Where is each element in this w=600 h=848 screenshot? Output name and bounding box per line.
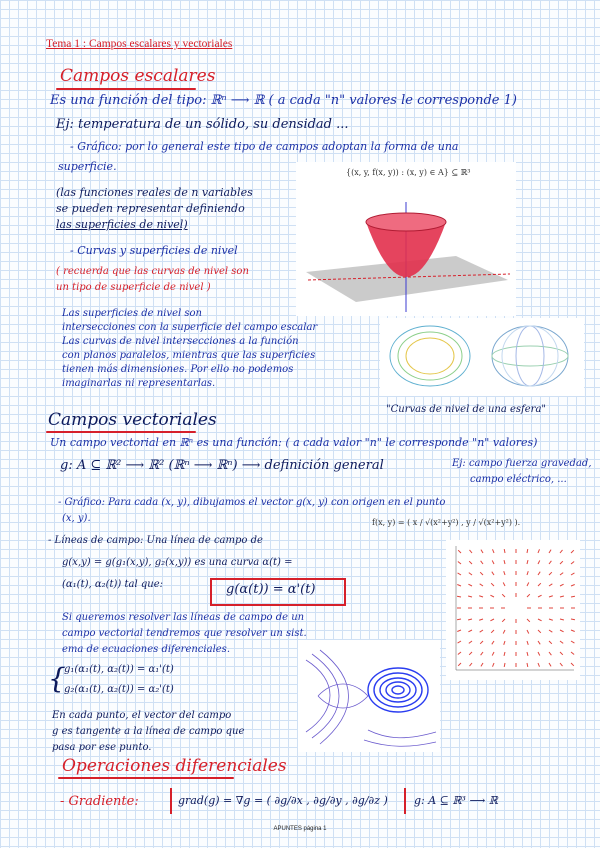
heading-underline [58, 777, 234, 779]
vector-arrow [571, 652, 574, 654]
vector-arrow [527, 630, 529, 634]
vector-arrow [480, 572, 483, 575]
heading-underline [46, 431, 196, 433]
vector-arrow [503, 582, 505, 586]
vector-arrow [481, 550, 483, 553]
vector-arrow [458, 652, 461, 654]
vector-arrow [560, 584, 564, 586]
field-lines-figure [298, 640, 440, 752]
vector-arrow [527, 560, 528, 564]
vector-arrow [469, 641, 472, 643]
vector-arrow [560, 550, 562, 553]
level-paragraph-2: intersecciones con la superficie del campo escalar [62, 322, 318, 333]
vector-arrow [560, 630, 564, 632]
field-lines-text-1: g(x,y) = g(g₁(x,y), g₂(x,y)) es una curva α(t) = [62, 557, 293, 568]
vector-arrow [479, 596, 483, 597]
vector-arrow [538, 630, 541, 633]
scalar-fields-heading: Campos escalares [60, 66, 216, 86]
vector-arrow [538, 549, 539, 553]
vector-arrow [504, 549, 505, 553]
vector-arrow [560, 561, 563, 564]
field-lines-text-2: (α₁(t), α₂(t)) tal que: [62, 579, 163, 590]
gradient-domain: g: A ⊆ ℝ³ ⟶ ℝ [414, 794, 498, 807]
field-lines-plot [298, 640, 440, 752]
vector-arrow [527, 582, 529, 586]
paraboloid-plot [296, 162, 516, 316]
gradient-formula: grad(g) = ∇g = ( ∂g/∂x , ∂g/∂y , ∂g/∂z ) [178, 794, 388, 807]
vector-arrow [493, 549, 494, 553]
system-equation-1: g₁(α₁(t), α₂(t)) = α₁'(t) [64, 664, 174, 675]
vector-arrow [549, 619, 553, 620]
radial-arrows [457, 549, 575, 667]
vector-example-1: Ej: campo fuerza gravedad, [452, 458, 592, 469]
vector-arrow [502, 619, 505, 622]
vector-arrow [571, 562, 574, 564]
vector-arrow [502, 594, 505, 597]
vector-arrow [571, 585, 575, 586]
vector-arrow [457, 596, 461, 597]
tangent-text-1: En cada punto, el vector del campo [52, 710, 232, 721]
tangent-text-3: pasa por ese punto. [52, 742, 152, 753]
vector-arrow [538, 619, 542, 621]
vector-arrow [571, 550, 574, 553]
system-text-1: Si queremos resolver las líneas de campo de un [62, 612, 305, 623]
level-paragraph-4: con planos paralelos, mientras que las superficies [62, 350, 316, 361]
vector-arrow [549, 641, 552, 644]
vector-arrow [560, 641, 563, 643]
vector-arrow [457, 619, 461, 620]
vector-arrow [469, 573, 472, 575]
vector-arrow [458, 663, 461, 666]
gradient-label: - Gradiente: [60, 794, 139, 809]
vector-arrow [538, 560, 540, 564]
scalar-graph-text: - Gráfico: por lo general este tipo de campos adoptan la forma de una [70, 140, 459, 153]
scalar-note-2: se pueden representar definiendo [56, 202, 245, 215]
vector-arrow [527, 619, 530, 622]
field-lines-title: - Líneas de campo: Una línea de campo de [48, 535, 263, 546]
vector-arrow [468, 630, 472, 632]
system-equation-2: g₂(α₁(t), α₂(t)) = α₂'(t) [64, 684, 174, 695]
vector-arrow [549, 561, 551, 564]
vector-arrow [549, 630, 552, 632]
vector-arrow [469, 561, 472, 564]
vector-field-formula: f(x, y) = ( x / √(x²+y²) , y / √(x²+y²) ). [372, 518, 521, 527]
vector-arrow [549, 663, 551, 666]
vector-fields-heading: Campos vectoriales [48, 410, 217, 430]
system-brace: { [48, 662, 66, 695]
level-paragraph-1: Las superficies de nivel son [62, 308, 202, 319]
scalar-note-1: (las funciones reales de n variables [56, 186, 253, 199]
vector-arrow [527, 549, 528, 553]
diff-ops-heading: Operaciones diferenciales [62, 756, 287, 776]
vector-arrow [493, 663, 494, 667]
vector-graph-text-2: (x, y). [62, 513, 91, 524]
vector-function: g: A ⊆ ℝ² ⟶ ℝ² (ℝⁿ ⟶ ℝⁿ) ⟶ definición general [60, 458, 384, 473]
paraboloid-formula: {(x, y, f(x, y)) : (x, y) ∈ A} ⊆ ℝ³ [346, 168, 471, 177]
level-remark-1: ( recuerda que las curvas de nivel son [56, 266, 249, 277]
vector-arrow [480, 641, 483, 644]
vector-arrow [538, 652, 540, 656]
vector-arrow [470, 550, 472, 553]
vector-arrow [571, 641, 574, 643]
vector-arrow [504, 571, 505, 575]
vector-arrow [538, 583, 541, 586]
vector-arrow [504, 652, 505, 656]
vector-arrow [527, 641, 528, 645]
level-paragraph-3: Las curvas de nivel intersecciones a la función [62, 336, 299, 347]
vector-field-plot [446, 540, 580, 680]
vector-arrow [504, 663, 505, 667]
vector-arrow [538, 641, 540, 644]
vector-arrow [470, 663, 472, 666]
vector-arrow [468, 584, 472, 586]
vector-arrow [549, 584, 552, 586]
field-line-condition: g(α(t)) = α'(t) [226, 582, 316, 597]
level-paragraph-6: imaginarlas ni representarlas. [62, 378, 216, 389]
vector-arrow [504, 560, 505, 564]
vector-arrow [538, 572, 540, 575]
vector-arrow [481, 561, 483, 564]
vector-arrow [492, 560, 494, 564]
vector-arrow [527, 571, 528, 575]
vector-arrow [549, 652, 551, 655]
vector-arrow [491, 630, 494, 633]
vector-definition: Un campo vectorial en ℝⁿ es una función: ( a cada valor "n" le corresponde "n" valores) [50, 436, 538, 449]
system-text-2: campo vectorial tendremos que resolver un sist. [62, 628, 307, 639]
scalar-example: Ej: temperatura de un sólido, su densidad ... [56, 117, 349, 132]
vector-arrow [480, 630, 483, 632]
vector-arrow [481, 652, 483, 655]
vector-arrow [571, 573, 574, 575]
vector-arrow [503, 630, 505, 634]
vector-arrow [560, 663, 562, 666]
vector-arrow [571, 619, 575, 620]
vector-arrow [560, 652, 563, 655]
tangent-text-2: g es tangente a la línea de campo que [52, 726, 245, 737]
vector-graph-text: - Gráfico: Para cada (x, y), dibujamos el vector g(x, y) con origen en el punto [58, 497, 446, 508]
vector-arrow [492, 572, 494, 575]
vector-arrow [479, 619, 483, 620]
vector-arrow [538, 663, 539, 667]
level-curves-figure [380, 318, 584, 396]
vector-arrow [538, 595, 542, 597]
vector-arrow [560, 619, 564, 620]
vector-arrow [458, 641, 461, 643]
vector-arrow [491, 583, 494, 586]
level-curves-caption: "Curvas de nivel de una esfera" [386, 404, 547, 415]
vector-arrow [527, 663, 528, 667]
scalar-note-3: las superficies de nivel) [56, 218, 188, 231]
vector-arrow [527, 594, 530, 597]
vector-arrow [480, 584, 483, 586]
page-footer: APUNTES página 1 [273, 826, 327, 832]
scalar-graph-text-2: superficie. [58, 160, 117, 173]
vector-arrow [504, 641, 505, 645]
vector-arrow [458, 573, 461, 575]
vector-arrow [527, 652, 528, 656]
vector-arrow [571, 630, 575, 631]
vector-arrow [469, 652, 472, 655]
vector-arrow [457, 585, 461, 586]
level-curves-bullet: - Curvas y superficies de nivel [70, 244, 238, 257]
vector-arrow [560, 596, 564, 597]
scalar-definition: Es una función del tipo: ℝⁿ ⟶ ℝ ( a cada "n" valores le corresponde 1) [50, 93, 517, 108]
vector-arrow [490, 619, 494, 621]
vector-arrow [481, 663, 483, 666]
vector-arrow [468, 619, 472, 620]
vector-field-figure [446, 540, 580, 680]
vector-arrow [560, 573, 563, 575]
vector-arrow [571, 663, 574, 666]
paraboloid-figure [296, 162, 516, 316]
vector-arrow [457, 630, 461, 631]
system-text-3: ema de ecuaciones diferenciales. [62, 644, 230, 655]
heading-underline [56, 88, 196, 90]
vector-arrow [458, 550, 461, 553]
vector-arrow [549, 550, 551, 553]
vector-arrow [458, 562, 461, 564]
vector-arrow [549, 596, 553, 597]
level-paragraph-5: tienen más dimensiones. Por ello no podemos [62, 364, 294, 375]
vector-arrow [492, 641, 494, 644]
page-title: Tema 1 : Campos escalares y vectoriales [46, 38, 233, 50]
vector-arrow [468, 596, 472, 597]
vector-arrow [571, 596, 575, 597]
vector-arrow [549, 572, 552, 575]
level-curves-plot [380, 318, 584, 396]
vector-arrow [492, 652, 494, 656]
level-remark-2: un tipo de superficie de nivel ) [56, 282, 211, 293]
vector-arrow [490, 595, 494, 597]
vector-example-2: campo eléctrico, ... [470, 474, 567, 485]
